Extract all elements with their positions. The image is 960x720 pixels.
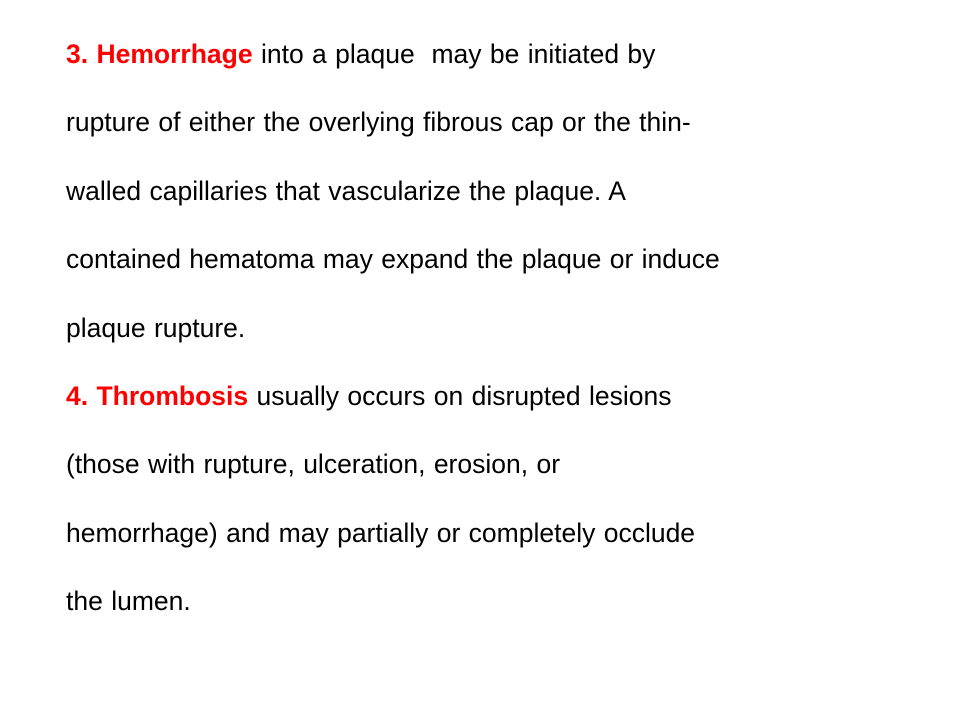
paragraph-3-number: 3.: [66, 39, 89, 69]
paragraph-4-line-3: hemorrhage) and may partially or completely occlude: [66, 517, 696, 548]
slide-body-text: [66, 25, 926, 641]
paragraph-3-line-3: walled capillaries that vascularize the plaque. A: [66, 175, 626, 206]
paragraph-3-line-1-text: into a plaque may be initiated by: [260, 39, 656, 69]
paragraph-4-term: Thrombosis: [96, 380, 249, 411]
paragraph-3-term: Hemorrhage: [96, 39, 253, 69]
paragraph-3-line-1: [66, 25, 926, 93]
paragraph-4-line-1: [66, 367, 926, 435]
paragraph-4-line-4: the lumen.: [66, 586, 191, 617]
paragraph-4-line-2: (those with rupture, ulceration, erosion, or: [66, 449, 561, 480]
paragraph-3-line-5: plaque rupture.: [66, 312, 246, 343]
paragraph-3-line-2: rupture of either the overlying fibrous cap or the thin-: [66, 107, 691, 138]
paragraph-4-line-1-text: usually occurs on disrupted lesions: [256, 380, 672, 411]
paragraph-4-number: 4.: [66, 380, 89, 411]
paragraph-3-line-4: contained hematoma may expand the plaque or induce: [66, 244, 720, 275]
